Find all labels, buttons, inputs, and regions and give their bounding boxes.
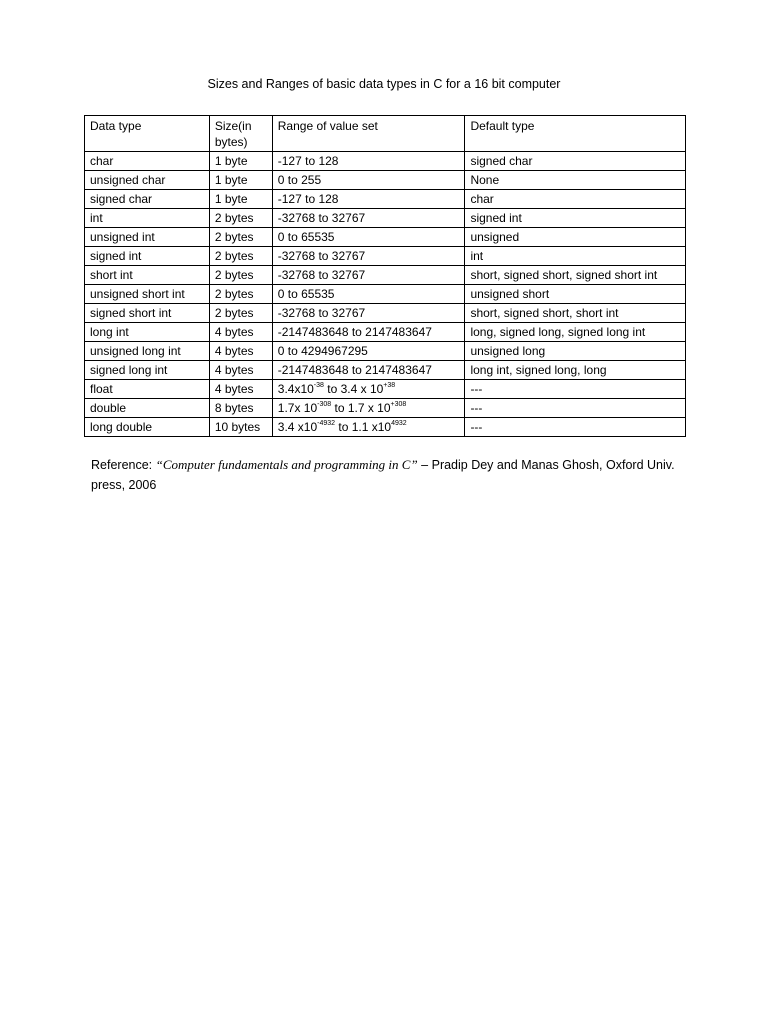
cell-range: -2147483648 to 2147483647 [272,361,465,380]
cell-default-type: unsigned long [465,342,686,361]
cell-range: -32768 to 32767 [272,209,465,228]
cell-size: 4 bytes [209,361,272,380]
table-row [85,380,686,399]
cell-size: 1 byte [209,152,272,171]
table-row [85,228,686,247]
cell-range: 0 to 65535 [272,228,465,247]
range-low-base: 1.7x 10 [277,401,318,415]
cell-range: -2147483648 to 2147483647 [272,323,465,342]
cell-default-type: --- [465,380,686,399]
cell-range [272,399,465,418]
table-row [85,171,686,190]
cell-default-type: short, signed short, short int [465,304,686,323]
data-types-table [84,115,686,437]
cell-size: 2 bytes [209,285,272,304]
cell-data-type: signed char [85,190,210,209]
cell-range: 0 to 255 [272,171,465,190]
cell-default-type: int [465,247,686,266]
table-row [85,209,686,228]
reference-book-title: “Computer fundamentals and programming in C” [155,457,418,472]
table-row [85,152,686,171]
header-size [209,116,272,152]
cell-size: 1 byte [209,190,272,209]
table-row [85,342,686,361]
cell-range: -32768 to 32767 [272,266,465,285]
reference-note [91,455,691,495]
table-row [85,323,686,342]
cell-data-type: signed int [85,247,210,266]
cell-data-type: short int [85,266,210,285]
cell-range: -32768 to 32767 [272,247,465,266]
table-body [85,152,686,437]
cell-range: -32768 to 32767 [272,304,465,323]
range-separator: to 1.7 x 10 [331,401,391,415]
cell-data-type: long double [85,418,210,437]
cell-size: 8 bytes [209,399,272,418]
cell-data-type: float [85,380,210,399]
range-separator: to 1.1 x10 [335,420,392,434]
range-low-base: 3.4x10 [277,382,314,396]
cell-data-type: unsigned int [85,228,210,247]
cell-default-type: unsigned short [465,285,686,304]
cell-data-type: long int [85,323,210,342]
header-size-line2: bytes) [214,135,248,149]
cell-range: -127 to 128 [272,190,465,209]
cell-size: 4 bytes [209,342,272,361]
cell-default-type: char [465,190,686,209]
cell-default-type: long, signed long, signed long int [465,323,686,342]
table-row [85,285,686,304]
table-row [85,266,686,285]
reference-authors: – Pradip Dey and Manas Ghosh, Oxford Univ. press, 2006 [91,458,675,492]
cell-size: 2 bytes [209,209,272,228]
header-data-type: Data type [85,116,210,152]
cell-size: 2 bytes [209,266,272,285]
range-low-exponent: -4932 [317,420,336,427]
cell-default-type: long int, signed long, long [465,361,686,380]
cell-data-type: char [85,152,210,171]
range-separator: to 3.4 x 10 [323,382,384,396]
cell-data-type: unsigned long int [85,342,210,361]
cell-size: 2 bytes [209,304,272,323]
cell-range [272,418,465,437]
cell-default-type: None [465,171,686,190]
cell-size: 2 bytes [209,228,272,247]
range-high-exponent: +308 [390,401,407,408]
table-row [85,304,686,323]
range-low-exponent: -38 [313,382,324,389]
range-high-exponent: +38 [383,382,396,389]
table-row [85,247,686,266]
cell-data-type: unsigned char [85,171,210,190]
cell-data-type: int [85,209,210,228]
table-row [85,361,686,380]
header-range: Range of value set [272,116,465,152]
table-row [85,399,686,418]
cell-data-type: double [85,399,210,418]
cell-range: 0 to 65535 [272,285,465,304]
document-title: Sizes and Ranges of basic data types in C for a 16 bit computer [207,77,561,91]
range-low-exponent: -308 [317,401,332,408]
cell-default-type: --- [465,399,686,418]
header-size-line1: Size(in [214,119,252,133]
cell-size: 1 byte [209,171,272,190]
cell-default-type: signed int [465,209,686,228]
cell-data-type: signed long int [85,361,210,380]
reference-label: Reference: [91,458,156,472]
cell-size: 4 bytes [209,323,272,342]
table-header-row [85,116,686,152]
cell-default-type: unsigned [465,228,686,247]
table-row [85,190,686,209]
cell-range: 0 to 4294967295 [272,342,465,361]
cell-data-type: signed short int [85,304,210,323]
cell-default-type: short, signed short, signed short int [465,266,686,285]
header-default-type: Default type [465,116,686,152]
cell-range [272,380,465,399]
cell-size: 2 bytes [209,247,272,266]
cell-size: 4 bytes [209,380,272,399]
range-high-exponent: 4932 [391,420,407,427]
cell-range: -127 to 128 [272,152,465,171]
cell-data-type: unsigned short int [85,285,210,304]
cell-default-type: --- [465,418,686,437]
table-row [85,418,686,437]
cell-default-type: signed char [465,152,686,171]
range-low-base: 3.4 x10 [277,420,318,434]
cell-size: 10 bytes [209,418,272,437]
